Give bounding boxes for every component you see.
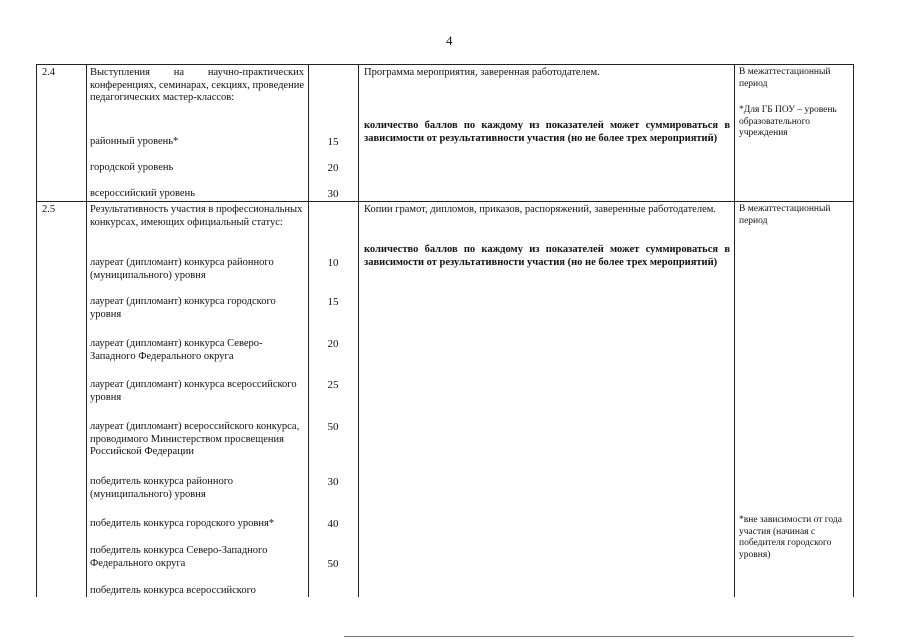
- item-label: победитель конкурса городского уровня*: [90, 518, 275, 529]
- evidence-text: Копии грамот, дипломов, приказов, распоряжений, заверенные работодателем.: [364, 204, 717, 215]
- item-points: 30: [327, 476, 339, 488]
- period-text: В межаттестационный период: [739, 204, 831, 226]
- scoring-rule: количество баллов по каждому из показателей может суммироваться в зависимости от результативности участия (но не более трех мероприятий): [364, 120, 730, 144]
- item-label: лауреат (дипломант) конкурса Северо-Западного Федерального округа: [90, 338, 263, 362]
- item-points: 10: [327, 257, 339, 269]
- row-number: 2.5: [42, 204, 56, 215]
- col-divider-desc: [308, 65, 309, 597]
- item-points: 50: [327, 558, 339, 570]
- row-heading: Выступления на научно-практических конференциях, семинарах, секциях, проведение педагогических мастер-классов:: [90, 67, 304, 103]
- item-label: районный уровень*: [90, 136, 179, 147]
- row-number: 2.4: [42, 67, 56, 78]
- item-points: 15: [327, 296, 339, 308]
- item-label: победитель конкурса районного (муниципального) уровня: [90, 476, 233, 500]
- evidence-text: Программа мероприятия, заверенная работодателем.: [364, 67, 600, 78]
- item-label: всероссийский уровень: [90, 188, 196, 199]
- col-divider-evidence: [734, 65, 735, 597]
- criteria-table: [36, 64, 854, 597]
- item-points: 15: [327, 136, 339, 148]
- row-divider: [37, 201, 853, 202]
- item-points: 20: [327, 338, 339, 350]
- item-label: лауреат (дипломант) конкурса городского уровня: [90, 296, 276, 320]
- item-label: победитель конкурса всероссийского: [90, 585, 256, 596]
- period-note: *Для ГБ ПОУ – уровень образовательного учреждения: [739, 105, 837, 138]
- row-heading: Результативность участия в профессиональных конкурсах, имеющих официальный статус:: [90, 204, 303, 228]
- col-divider-num: [86, 65, 87, 597]
- item-label: лауреат (дипломант) всероссийского конкурса, проводимого Министерством просвещения Российской Федерации: [90, 421, 300, 457]
- item-points: 25: [327, 379, 339, 391]
- page-number: 4: [446, 33, 453, 48]
- item-label: городской уровень: [90, 162, 174, 173]
- item-label: лауреат (дипломант) конкурса всероссийского уровня: [90, 379, 297, 403]
- page-bottom-edge: [344, 636, 854, 637]
- col-divider-points: [358, 65, 359, 597]
- item-label: победитель конкурса Северо-Западного Федерального округа: [90, 545, 268, 569]
- item-points: 30: [327, 188, 339, 200]
- item-points: 20: [327, 162, 339, 174]
- period-note: *вне зависимости от года участия (начиная с победителя городского уровня): [739, 515, 842, 560]
- item-points: 40: [327, 518, 339, 530]
- period-text: В межаттестационный период: [739, 67, 831, 89]
- item-label: лауреат (дипломант) конкурса районного (муниципального) уровня: [90, 257, 274, 281]
- scoring-rule: количество баллов по каждому из показателей может суммироваться в зависимости от результативности участия (но не более трех мероприятий): [364, 244, 730, 268]
- item-points: 50: [327, 421, 339, 433]
